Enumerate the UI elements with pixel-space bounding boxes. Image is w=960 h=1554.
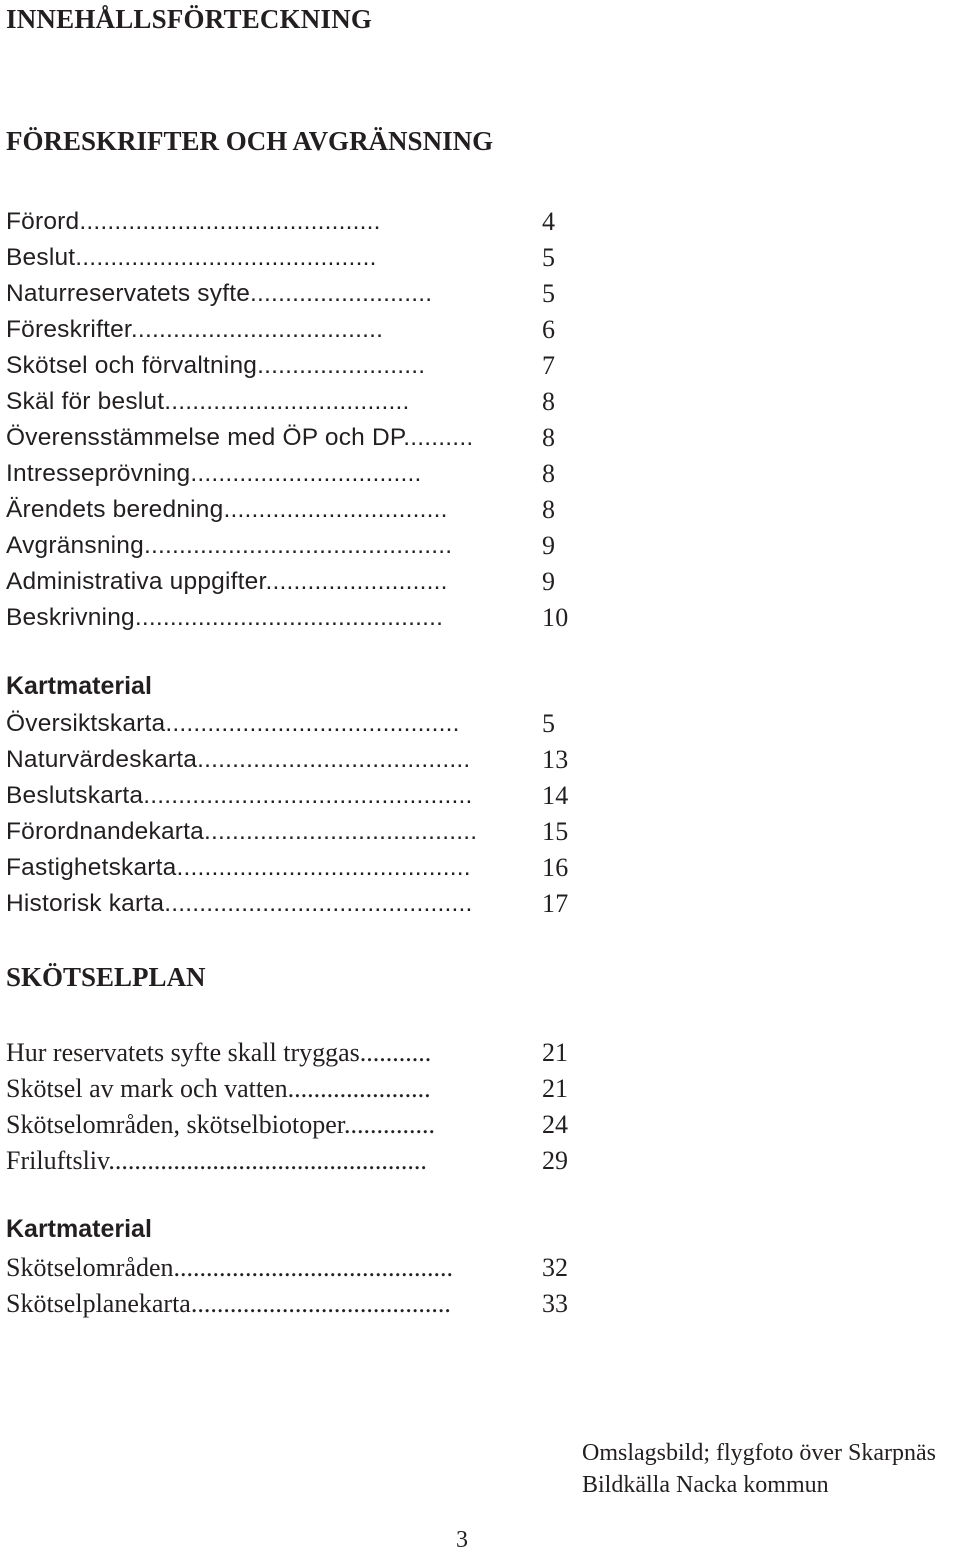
toc-entry-label: Beslutskarta............................................... [6, 782, 473, 809]
toc-entry-page: 9 [542, 531, 556, 560]
toc-entry-page: 5 [542, 279, 556, 308]
toc-entry-label: Fastighetskarta.......................................... [6, 854, 471, 881]
toc-entry-page: 4 [542, 207, 556, 236]
toc-entry-page: 14 [542, 781, 569, 810]
toc-entry-page: 8 [542, 423, 556, 452]
toc-entry-label: Skötsel och förvaltning........................ [6, 352, 426, 379]
toc-entry-label: Överensstämmelse med ÖP och DP.......... [6, 424, 474, 451]
toc-entry-page: 32 [542, 1253, 568, 1282]
toc-entry-label: Historisk karta............................................ [6, 890, 473, 917]
toc-entry-page: 16 [542, 853, 569, 882]
toc-entry-label: Föreskrifter.................................... [6, 316, 384, 343]
toc-entry-page: 7 [542, 351, 556, 380]
toc-entry-page: 8 [542, 459, 556, 488]
toc-entry-label: Skötselområden, skötselbiotoper.............. [6, 1110, 435, 1139]
toc-entry-page: 15 [542, 817, 569, 846]
toc-entry-label: Administrativa uppgifter.......................... [6, 568, 448, 595]
toc-entry-page: 5 [542, 709, 556, 738]
toc-entry-label: Skötselområden........................................... [6, 1253, 454, 1282]
toc-entry-label: Ärendets beredning................................ [6, 496, 448, 523]
caption-line: Bildkälla Nacka kommun [582, 1472, 829, 1498]
section-heading-skotselplan: SKÖTSELPLAN [6, 962, 206, 992]
page-number: 3 [456, 1527, 468, 1553]
toc-entry-page: 10 [542, 603, 569, 632]
toc-entry-label: Översiktskarta.......................................... [6, 710, 460, 737]
toc-entry-page: 21 [542, 1074, 568, 1103]
toc-entry-page: 9 [542, 567, 556, 596]
toc-entry-label: Avgränsning............................................ [6, 532, 453, 559]
toc-entry-page: 29 [542, 1146, 568, 1175]
toc-entry-page: 24 [542, 1110, 568, 1139]
section-heading-foreskrifter: FÖRESKRIFTER OCH AVGRÄNSNING [6, 126, 494, 156]
toc-entry-label: Förordnandekarta....................................... [6, 818, 478, 845]
cover-image-caption [582, 1437, 936, 1501]
page-title: INNEHÅLLSFÖRTECKNING [6, 4, 373, 34]
subheading-kartmaterial: Kartmaterial [6, 1215, 152, 1243]
toc-entry-label: Friluftsliv................................................. [6, 1146, 427, 1175]
toc-entry-label: Förord........................................... [6, 208, 381, 235]
toc-entry-page: 5 [542, 243, 556, 272]
toc-entry-label: Intresseprövning................................. [6, 460, 422, 487]
toc-entry-page: 17 [542, 889, 569, 918]
toc-entry-label: Beskrivning............................................ [6, 604, 444, 631]
toc-entry-label: Hur reservatets syfte skall tryggas........... [6, 1038, 432, 1067]
toc-entry-page: 6 [542, 315, 556, 344]
toc-entry-label: Skötsel av mark och vatten...................... [6, 1074, 431, 1103]
toc-entry-label: Naturvärdeskarta....................................... [6, 746, 471, 773]
toc-entry-page: 21 [542, 1038, 568, 1067]
toc-entry-label: Skötselplanekarta........................................ [6, 1289, 451, 1318]
toc-entry-page: 8 [542, 495, 556, 524]
toc-entry-page: 8 [542, 387, 556, 416]
toc-entry-page: 33 [542, 1289, 568, 1318]
caption-line: Omslagsbild; flygfoto över Skarpnäs [582, 1440, 936, 1466]
subheading-kartmaterial: Kartmaterial [6, 672, 152, 700]
toc-entry-label: Beslut........................................... [6, 244, 377, 271]
toc-entry-label: Naturreservatets syfte.......................... [6, 280, 433, 307]
toc-entry-page: 13 [542, 745, 569, 774]
toc-entry-label: Skäl för beslut................................... [6, 388, 410, 415]
